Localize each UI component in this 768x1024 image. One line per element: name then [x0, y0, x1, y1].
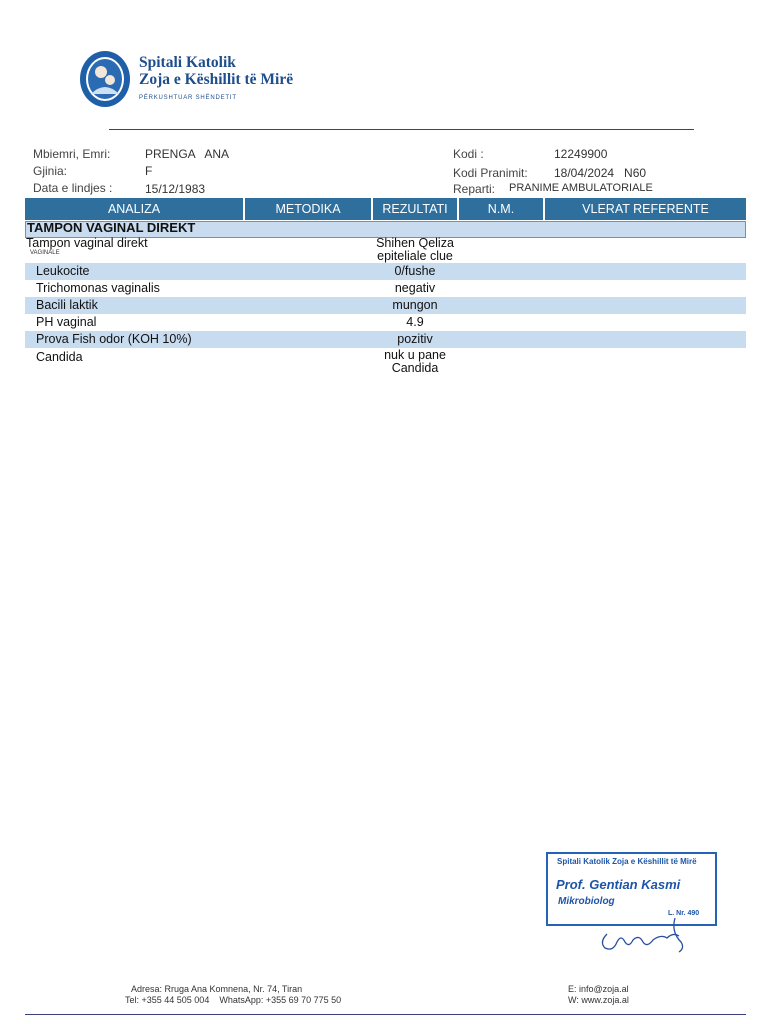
- table-row-result: 4.9: [406, 315, 424, 329]
- hospital-logo: [79, 50, 131, 108]
- column-header-result: REZULTATI: [373, 198, 457, 220]
- table-row-analysis: Bacili laktik: [36, 298, 98, 312]
- result-line: Shihen Qeliza: [376, 236, 454, 250]
- footer-email: E: info@zoja.al: [568, 984, 629, 994]
- result-line: Candida: [391, 361, 439, 375]
- table-row-result: mungon: [392, 298, 438, 312]
- table-row-analysis: Prova Fish odor (KOH 10%): [36, 332, 192, 346]
- table-row-result: [355, 237, 475, 263]
- code-label: Kodi :: [453, 147, 484, 161]
- table-row-analysis: Leukocite: [36, 264, 90, 278]
- section-title: TAMPON VAGINAL DIREKT: [27, 220, 196, 235]
- column-header-analysis: ANALIZA: [25, 198, 243, 220]
- stamp-doctor-name: Prof. Gentian Kasmi: [556, 877, 681, 892]
- footer-phones: Tel: +355 44 505 004 WhatsApp: +355 69 70 775 50: [125, 995, 342, 1005]
- table-row-result: [355, 349, 475, 375]
- results-table-header: [25, 198, 746, 220]
- column-header-method: METODIKA: [245, 198, 371, 220]
- result-line: nuk u pane: [384, 348, 446, 362]
- column-header-unit: N.M.: [459, 198, 543, 220]
- stamp-license-number: L. Nr. 490: [668, 910, 700, 917]
- brand-name-line1: Spitali Katolik: [139, 54, 236, 71]
- table-row-analysis: PH vaginal: [36, 315, 97, 329]
- table-row-result: 0/fushe: [394, 264, 436, 278]
- name-label: Mbiemri, Emri:: [33, 147, 111, 161]
- table-row-analysis: Candida: [36, 350, 83, 364]
- gender-label: Gjinia:: [33, 164, 68, 178]
- gender-value: F: [145, 164, 153, 178]
- code-value: 12249900: [554, 147, 608, 161]
- column-header-reference: VLERAT REFERENTE: [545, 198, 746, 220]
- table-row-analysis: Trichomonas vaginalis: [36, 281, 160, 295]
- signature-image: [595, 912, 695, 956]
- footer-website: W: www.zoja.al: [568, 995, 629, 1005]
- dob-value: 15/12/1983: [145, 182, 206, 196]
- result-line: epiteliale clue: [377, 249, 453, 263]
- footer-divider: [25, 1014, 746, 1015]
- dob-label: Data e lindjes :: [33, 181, 113, 195]
- admission-value: 18/04/2024 N60: [554, 166, 647, 180]
- stamp-hospital-name: Spitali Katolik Zoja e Këshillit të Mirë: [557, 857, 697, 866]
- department-label: Reparti:: [453, 182, 496, 196]
- sample-type-label: VAGINALE: [30, 250, 60, 256]
- table-row-result: negativ: [394, 281, 436, 295]
- brand-name-line2: Zoja e Këshillit të Mirë: [139, 71, 294, 88]
- stamp-doctor-role: Mikrobiolog: [558, 896, 615, 907]
- name-value: PRENGA ANA: [145, 147, 230, 161]
- header-divider: [109, 129, 694, 130]
- brand-tagline: PËRKUSHTUAR SHËNDETIT: [139, 95, 237, 101]
- admission-label: Kodi Pranimit:: [453, 166, 528, 180]
- table-row-result: pozitiv: [397, 332, 433, 346]
- table-row-analysis: Tampon vaginal direkt: [26, 236, 148, 250]
- department-value: PRANIME AMBULATORIALE: [509, 182, 653, 194]
- footer-address: Adresa: Rruga Ana Komnena, Nr. 74, Tiran: [131, 984, 303, 994]
